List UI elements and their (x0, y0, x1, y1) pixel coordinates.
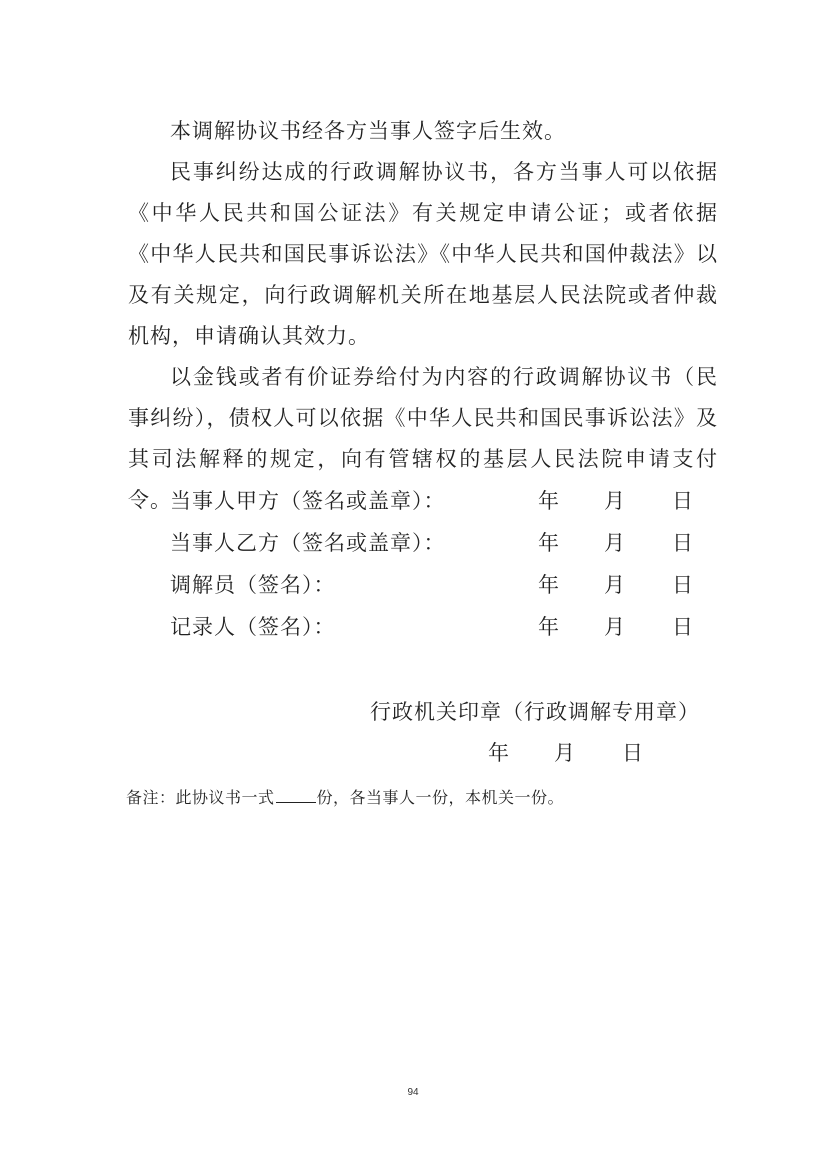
date-year: 年 (538, 615, 560, 639)
remark-text-before: 备注：此协议书一式 (126, 788, 275, 807)
official-seal-label: 行政机关印章（行政调解专用章） (370, 700, 700, 724)
signature-row-party-b (170, 523, 730, 564)
date-year: 年 (538, 489, 560, 513)
date-month: 月 (604, 531, 626, 555)
date-day: 日 (672, 573, 694, 597)
signature-row-recorder (170, 607, 730, 648)
date-month: 月 (554, 741, 575, 765)
page-number: 94 (407, 1087, 419, 1098)
signature-row-party-a (170, 481, 730, 522)
paragraph-notarization: 民事纠纷达成的行政调解协议书，各方当事人可以依据《中华人民共和国公证法》有关规定申请公证；或者依据《中华人民共和国民事诉讼法》《中华人民共和国仲裁法》以及有关规定，向行政调解机关所在地基层人民法院或者仲裁机构，申请确认其效力。 (128, 160, 718, 348)
copies-blank-field[interactable] (276, 784, 316, 803)
date-month: 月 (604, 489, 626, 513)
date-day: 日 (622, 741, 643, 765)
agreement-body (128, 111, 718, 521)
date-year: 年 (488, 741, 509, 765)
remark-text-after: 份，各当事人一份，本机关一份。 (316, 788, 565, 807)
date-day: 日 (672, 531, 694, 555)
signature-label: 当事人甲方（签名或盖章）： (170, 489, 446, 513)
signature-label: 调解员（签名）： (170, 573, 336, 597)
remark-note (126, 784, 564, 812)
date-year: 年 (538, 531, 560, 555)
paragraph-effect: 本调解协议书经各方当事人签字后生效。 (170, 119, 566, 143)
signature-label: 当事人乙方（签名或盖章）： (170, 531, 446, 555)
paragraph-payment-order: 以金钱或者有价证券给付为内容的行政调解协议书（民事纠纷），债权人可以依据《中华人民共和国民事诉讼法》及其司法解释的规定，向有管辖权的基层人民法院申请支付令。 (128, 365, 718, 512)
signature-label: 记录人（签名）： (170, 615, 336, 639)
seal-date (488, 733, 688, 774)
date-year: 年 (538, 573, 560, 597)
signature-row-mediator (170, 565, 730, 606)
date-day: 日 (672, 615, 694, 639)
date-day: 日 (672, 489, 694, 513)
date-month: 月 (604, 615, 626, 639)
date-month: 月 (604, 573, 626, 597)
